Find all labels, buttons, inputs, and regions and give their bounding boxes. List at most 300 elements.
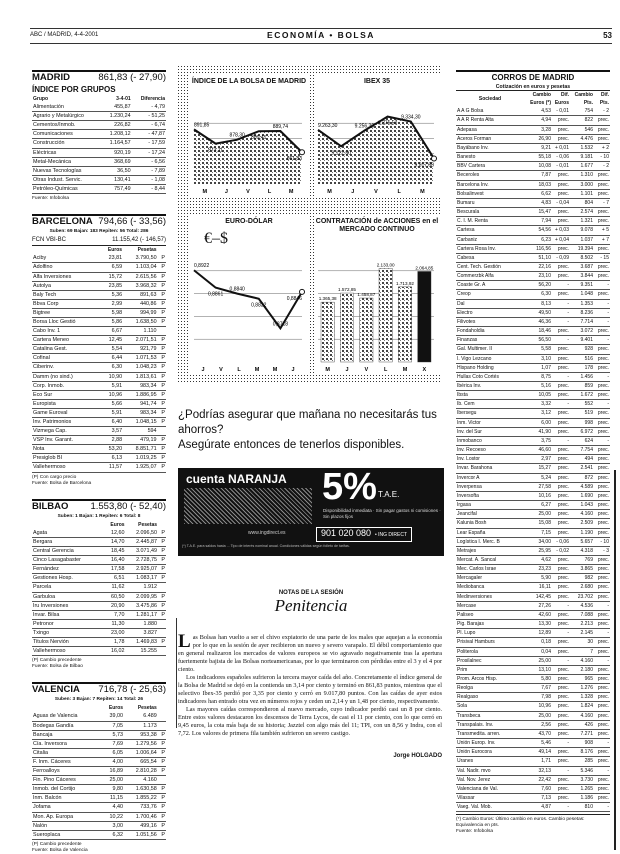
- cell-value: 1.700,46: [124, 812, 158, 821]
- page-date: ABC / MADRID, 4-4-2001: [30, 32, 99, 38]
- cell-value: 5.346: [570, 766, 594, 775]
- table-row: [456, 336, 610, 345]
- cell-value: 1.048,23: [123, 363, 157, 372]
- barcelona-table: [32, 246, 166, 472]
- chart-3: [314, 214, 440, 374]
- cell-value: P: [158, 638, 166, 647]
- table-row: [456, 391, 610, 400]
- cell-value: 921,79: [123, 345, 157, 354]
- svg-text:J: J: [345, 367, 349, 373]
- table-row: [456, 427, 610, 436]
- cell-value: prec.: [594, 675, 610, 684]
- cell-value: prec.: [552, 473, 570, 482]
- cell-value: prec.: [552, 272, 570, 281]
- cell-value: P: [158, 418, 166, 427]
- company-name: F. Inm. Cáceres: [32, 757, 100, 766]
- svg-text:9.017,80: 9.017,80: [414, 162, 434, 169]
- cell-value: -: [552, 299, 570, 308]
- ad-question: ¿Podrías asegurar que mañana no necesitarás tus ahorros?: [178, 409, 437, 436]
- cell-value: prec.: [552, 702, 570, 711]
- barcelona-index: [32, 236, 166, 246]
- table-row: [32, 263, 166, 272]
- ad-answer: Asegúrate entonces de tenerlos disponibles.: [178, 439, 405, 451]
- cell-value: P: [158, 272, 166, 281]
- cell-value: prec.: [552, 327, 570, 336]
- cell-value: P: [158, 529, 166, 538]
- table-row: [32, 454, 166, 463]
- cell-value: 2.925,07: [126, 565, 159, 574]
- table-row: [456, 757, 610, 766]
- cell-value: [158, 619, 166, 628]
- cell-value: prec.: [552, 208, 570, 217]
- cell-value: 1.110: [123, 327, 157, 336]
- cell-value: prec.: [594, 345, 610, 354]
- svg-text:878,30: 878,30: [229, 132, 245, 139]
- cell-value: -: [594, 299, 610, 308]
- cell-value: 130,41: [101, 175, 131, 184]
- table-row: [456, 226, 610, 235]
- table-row: [456, 198, 610, 207]
- bilbao-stats: Suben: 1 Bajan: 1 Repiten: 6 Total: 8: [57, 513, 141, 519]
- table-row: [456, 281, 610, 290]
- company-name: Txingo: [32, 628, 103, 637]
- company-name: Ibsta: [456, 391, 524, 400]
- bilbao-source: Fuente: Bolsa de Bilbao: [32, 664, 83, 670]
- cell-value: prec.: [552, 409, 570, 418]
- table-row: [456, 244, 610, 253]
- cell-value: 6,30: [524, 290, 552, 299]
- table-row: [32, 592, 166, 601]
- cell-value: 1.677: [570, 162, 594, 171]
- table-row: [32, 254, 166, 263]
- cell-value: 810: [570, 803, 594, 812]
- table-row: [456, 729, 610, 738]
- cell-value: prec.: [552, 418, 570, 427]
- cell-value: 7,94: [524, 217, 552, 226]
- cell-value: prec.: [594, 519, 610, 528]
- table-row: [32, 112, 166, 121]
- cell-value: [158, 721, 166, 730]
- company-name: Ib. Cem: [456, 400, 524, 409]
- madrid-subtitle: ÍNDICE POR GRUPOS: [32, 85, 116, 94]
- company-name: Val. Nadir. mvo: [456, 766, 524, 775]
- cell-value: prec.: [594, 693, 610, 702]
- table-row: [32, 565, 166, 574]
- col-header: Diferencia: [140, 96, 165, 102]
- company-name: Inv. Recoeso: [456, 446, 524, 455]
- company-name: Sueroplaca: [32, 830, 100, 839]
- cell-value: 5,91: [99, 408, 123, 417]
- svg-text:891,85: 891,85: [194, 122, 210, 129]
- table-row: [32, 121, 166, 130]
- svg-text:L: L: [267, 189, 272, 195]
- table-row: [32, 583, 166, 592]
- session-notes-heading: [178, 590, 444, 616]
- cell-value: 49,14: [524, 748, 552, 757]
- company-name: Cartesa: [456, 226, 524, 235]
- cell-value: 4.589: [570, 482, 594, 491]
- company-name: C. I. M. Renta: [456, 217, 524, 226]
- bilbao-table: [32, 521, 166, 656]
- company-name: Filivotes: [456, 317, 524, 326]
- cell-value: 2.615,56: [123, 272, 157, 281]
- cell-value: prec.: [552, 647, 570, 656]
- cell-value: 8.851,71: [123, 445, 157, 454]
- cell-value: 908: [570, 739, 594, 748]
- cell-value: 41,90: [524, 427, 552, 436]
- company-name: Inm. Victor: [456, 418, 524, 427]
- table-row: [32, 157, 166, 166]
- cell-value: P: [158, 730, 166, 739]
- table-row: [456, 363, 610, 372]
- cell-value: prec.: [552, 510, 570, 519]
- svg-text:2.133,00: 2.133,00: [376, 262, 395, 268]
- cell-value: 4.160: [570, 510, 594, 519]
- cell-value: 4.160: [570, 711, 594, 720]
- cell-value: - 7,89: [132, 166, 166, 175]
- cell-value: 7.714: [570, 317, 594, 326]
- table-row: [456, 656, 610, 665]
- table-row: [456, 372, 610, 381]
- cell-value: prec.: [594, 382, 610, 391]
- cell-value: prec.: [594, 180, 610, 189]
- cell-value: 499,16: [124, 821, 158, 830]
- company-name: Vizmega Cap.: [32, 427, 99, 436]
- table-row: [32, 803, 166, 812]
- table-row: [456, 620, 610, 629]
- table-row: [32, 436, 166, 445]
- table-row: [456, 665, 610, 674]
- cell-value: 53,20: [99, 445, 123, 454]
- svg-text:889,74: 889,74: [272, 123, 289, 130]
- cell-value: 8,13: [524, 299, 552, 308]
- cell-value: 10,90: [99, 372, 123, 381]
- company-name: Ibersegu: [456, 409, 524, 418]
- cell-value: 3.475,86: [126, 601, 159, 610]
- cell-value: 1.469,83: [126, 638, 159, 647]
- cell-value: -: [594, 372, 610, 381]
- cell-value: P: [158, 574, 166, 583]
- cell-value: 9.078: [570, 226, 594, 235]
- svg-text:M: M: [254, 367, 260, 373]
- index-label: FCN VBI-BC: [32, 237, 67, 244]
- cell-value: + 0,04: [552, 235, 570, 244]
- cell-value: prec.: [552, 592, 570, 601]
- table-row: [456, 601, 610, 610]
- chart-1: [314, 74, 440, 196]
- cell-value: 368,69: [101, 157, 131, 166]
- table-row: [456, 702, 610, 711]
- cell-value: -: [594, 656, 610, 665]
- cell-value: 10,96: [99, 390, 123, 399]
- table-row: [456, 464, 610, 473]
- svg-text:M: M: [272, 367, 278, 373]
- cell-value: 9.401: [570, 336, 594, 345]
- cell-value: prec.: [594, 583, 610, 592]
- cell-value: prec.: [552, 446, 570, 455]
- company-name: Prisival Hamburs: [456, 638, 524, 647]
- table-row: [32, 175, 166, 184]
- advertisement-banner[interactable]: [178, 468, 444, 556]
- cell-value: 55,18: [524, 153, 552, 162]
- cell-value: 23,23: [524, 565, 552, 574]
- table-row: [456, 803, 610, 812]
- cell-value: 60,50: [103, 592, 126, 601]
- cell-value: 51,10: [524, 253, 552, 262]
- company-name: VSP Inv. Garant.: [32, 436, 99, 445]
- cell-value: prec.: [552, 748, 570, 757]
- cell-value: -: [594, 436, 610, 445]
- cell-value: 1.265: [570, 784, 594, 793]
- cell-value: [158, 583, 166, 592]
- cell-value: [158, 427, 166, 436]
- table-row: [456, 409, 610, 418]
- cell-value: 5,58: [524, 345, 552, 354]
- col-header: Euros: [110, 521, 125, 528]
- cell-value: 891,63: [123, 290, 157, 299]
- cell-value: 7.754: [570, 446, 594, 455]
- cell-value: 3,10: [524, 354, 552, 363]
- chart-title: IBEX 35: [363, 78, 391, 85]
- table-row: [456, 354, 610, 363]
- table-row: [456, 446, 610, 455]
- table-row: [32, 418, 166, 427]
- cell-value: 142,45: [524, 592, 552, 601]
- company-name: Medinversiones: [456, 592, 524, 601]
- table-row: [456, 382, 610, 391]
- cell-value: 23.702: [570, 592, 594, 601]
- company-name: Cinco Lasagabaster: [32, 556, 103, 565]
- cell-value: 7,13: [524, 794, 552, 803]
- table-row: [456, 171, 610, 180]
- corros-title: CORROS DE MADRID: [456, 70, 610, 84]
- company-name: Central Gerencia: [32, 547, 103, 556]
- chart-title: ÍNDICE DE LA BOLSA DE MADRID: [191, 78, 307, 85]
- cell-value: 426: [570, 720, 594, 729]
- cell-value: 1.048: [570, 290, 594, 299]
- table-row: [32, 184, 166, 193]
- table-row: [456, 555, 610, 564]
- ad-bank-name: ING DIRECT: [378, 532, 407, 538]
- cell-value: -: [552, 308, 570, 317]
- company-name: Hullas Coto Cortés: [456, 372, 524, 381]
- cell-value: -: [594, 400, 610, 409]
- company-name: Jofama: [32, 803, 100, 812]
- cell-value: 5,90: [524, 574, 552, 583]
- cell-value: 2,99: [99, 299, 123, 308]
- col-header: Pesetas: [137, 705, 157, 712]
- table-row: [456, 143, 610, 152]
- company-name: Petróleo-Químicas: [32, 184, 101, 193]
- company-name: Fin. Pino Cáceres: [32, 776, 100, 785]
- cell-value: 455,87: [101, 103, 131, 112]
- table-row: [456, 583, 610, 592]
- table-row: [456, 711, 610, 720]
- cell-value: prec.: [594, 272, 610, 281]
- cell-value: 15,47: [524, 208, 552, 217]
- cell-value: 25,00: [524, 656, 552, 665]
- article-paragraph: Los indicadores españoles sufrieron la tercera mayor caída del año. Concretamente el índice general de la Bolsa de Madrid se dejó en la contienda un 3,14 por ciento y terminó en 861,83 puntos, mientras que el selectivo Ibex-35 perdió por 3,35 por ciento y cerró en 9.017,80 puntos. Con las caídas de ayer estos indicadores han entrado otra vez en números rojos y ceden un 2,14 y un 1,48 por ciento, respectivamente.: [178, 674, 442, 705]
- cell-value: 15.255: [126, 647, 159, 656]
- cell-value: prec.: [594, 720, 610, 729]
- company-name: Vilassar: [456, 794, 524, 803]
- cell-value: P: [158, 354, 166, 363]
- company-name: Ibérica Inv.: [456, 382, 524, 391]
- table-row: [456, 418, 610, 427]
- company-name: Electro: [456, 308, 524, 317]
- cell-value: P: [158, 436, 166, 445]
- cell-value: prec.: [552, 784, 570, 793]
- cell-value: 30: [570, 638, 594, 647]
- company-name: Inv. Patrimonios: [32, 418, 99, 427]
- cell-value: 1.230,24: [101, 112, 131, 121]
- cell-value: prec.: [594, 418, 610, 427]
- company-name: Inv. Lostor: [456, 455, 524, 464]
- cell-value: 1.328: [570, 693, 594, 702]
- company-name: Unión Europ. Inv.: [456, 739, 524, 748]
- company-name: Aguas de Valencia: [32, 712, 100, 721]
- cell-value: prec.: [552, 757, 570, 766]
- company-name: Cartera Rosa Inv.: [456, 244, 524, 253]
- cell-value: prec.: [594, 510, 610, 519]
- cell-value: [158, 327, 166, 336]
- cell-value: prec.: [552, 574, 570, 583]
- cell-value: 1,78: [103, 638, 126, 647]
- company-name: Agrario y Metalúrgico: [32, 112, 101, 121]
- company-name: Corp. Inmob.: [32, 381, 99, 390]
- table-row: [456, 235, 610, 244]
- cell-value: 23,81: [99, 254, 123, 263]
- table-row: [456, 482, 610, 491]
- table-row: [32, 408, 166, 417]
- cell-value: 6,13: [99, 454, 123, 463]
- ad-headline: [178, 408, 444, 453]
- cell-value: prec.: [552, 116, 570, 125]
- ad-pattern: [184, 488, 312, 524]
- cell-value: P: [158, 372, 166, 381]
- table-row: [32, 148, 166, 157]
- company-name: Reolga: [456, 684, 524, 693]
- cell-value: P: [158, 399, 166, 408]
- cell-value: P: [158, 757, 166, 766]
- cell-value: 1.006,64: [124, 748, 158, 757]
- cell-value: -: [552, 281, 570, 290]
- table-row: [32, 445, 166, 454]
- cell-value: 733,76: [124, 803, 158, 812]
- cell-value: prec.: [552, 519, 570, 528]
- cell-value: -: [594, 803, 610, 812]
- cell-value: -: [552, 317, 570, 326]
- cell-value: 1.083,17: [126, 574, 159, 583]
- company-name: Eco Sur: [32, 390, 99, 399]
- company-name: Prim: [456, 665, 524, 674]
- cell-value: 941,74: [123, 399, 157, 408]
- company-name: Invar. Barahona: [456, 464, 524, 473]
- cell-value: 22,16: [524, 262, 552, 271]
- cell-value: -: [552, 436, 570, 445]
- company-name: Bescurala: [456, 208, 524, 217]
- table-row: [456, 400, 610, 409]
- cell-value: 516: [570, 354, 594, 363]
- cell-value: prec.: [552, 189, 570, 198]
- company-name: Borsa Lloc Gestió: [32, 317, 99, 326]
- corros-table: [456, 91, 610, 812]
- table-row: [32, 103, 166, 112]
- table-row: [456, 217, 610, 226]
- table-row: [456, 180, 610, 189]
- cell-value: 998: [570, 418, 594, 427]
- cell-value: - 0,02: [552, 546, 570, 555]
- company-name: BBV Cartera: [456, 162, 524, 171]
- cell-value: 1.164,57: [101, 139, 131, 148]
- cell-value: - 0,04: [552, 198, 570, 207]
- table-row: [32, 739, 166, 748]
- cell-value: 2,88: [99, 436, 123, 445]
- cell-value: prec.: [594, 775, 610, 784]
- cell-value: 1.310: [570, 171, 594, 180]
- table-row: [32, 390, 166, 399]
- svg-text:V: V: [219, 367, 223, 373]
- cell-value: 6,67: [99, 327, 123, 336]
- ad-website-link[interactable]: www.ingdirect.es: [248, 530, 286, 536]
- cell-value: 13,10: [524, 665, 552, 674]
- cell-value: 552: [570, 400, 594, 409]
- cell-value: 5,54: [99, 345, 123, 354]
- cell-value: 3.071,49: [126, 547, 159, 556]
- cell-value: 42,60: [524, 610, 552, 619]
- svg-text:V: V: [246, 189, 250, 195]
- table-row: [456, 501, 610, 510]
- cell-value: 25,00: [524, 510, 552, 519]
- svg-text:1.572,85: 1.572,85: [338, 287, 356, 293]
- cell-value: - 10: [594, 153, 610, 162]
- cell-value: 16,89: [100, 767, 124, 776]
- company-name: Agata: [32, 529, 103, 538]
- cell-value: prec.: [552, 171, 570, 180]
- cell-value: prec.: [594, 189, 610, 198]
- cell-value: -: [594, 766, 610, 775]
- article-author: Jorge HOLGADO: [393, 753, 442, 759]
- company-name: Bayábano Inv.: [456, 143, 524, 152]
- svg-text:M: M: [327, 189, 332, 195]
- cell-value: prec.: [594, 290, 610, 299]
- col-header: Pesetas: [137, 247, 157, 254]
- table-row: [32, 537, 166, 546]
- cell-value: 9,21: [524, 143, 552, 152]
- cell-value: P: [158, 592, 166, 601]
- cell-value: 11,62: [103, 583, 126, 592]
- cell-value: 7,69: [100, 739, 124, 748]
- company-name: Mercagaler: [456, 574, 524, 583]
- cell-value: 25,00: [524, 711, 552, 720]
- cell-value: 56,50: [524, 336, 552, 345]
- svg-text:9.256,30: 9.256,30: [354, 123, 375, 130]
- cell-value: + 2: [594, 143, 610, 152]
- cell-value: prec.: [552, 711, 570, 720]
- cell-value: 46,60: [524, 446, 552, 455]
- table-row: [456, 491, 610, 500]
- madrid-title: MADRID: [32, 72, 70, 83]
- cell-value: - 17,24: [132, 148, 166, 157]
- cell-value: prec.: [594, 409, 610, 418]
- company-name: Comunicaciones: [32, 130, 101, 139]
- cell-value: 8.502: [570, 253, 594, 262]
- cell-value: 43,70: [524, 729, 552, 738]
- ad-brand: cuenta NARANJA: [186, 472, 287, 486]
- cell-value: prec.: [552, 720, 570, 729]
- cell-value: -: [552, 336, 570, 345]
- cell-value: 3.687: [570, 262, 594, 271]
